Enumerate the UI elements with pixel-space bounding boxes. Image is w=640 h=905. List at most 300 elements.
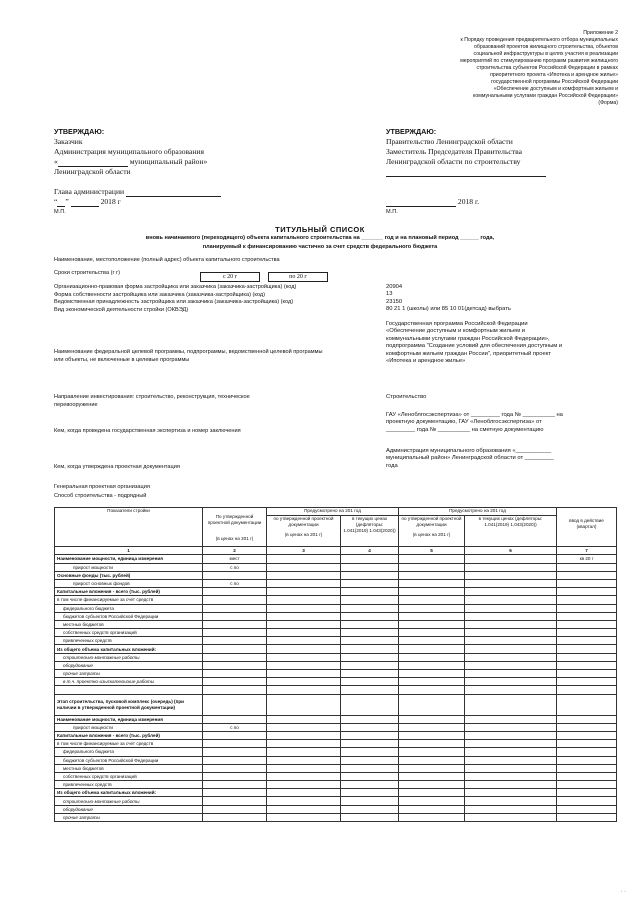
appendix-line: Приложение 2 bbox=[583, 30, 618, 36]
table-row bbox=[55, 781, 617, 789]
terms-from-box: с 20 г bbox=[200, 272, 260, 282]
table-cell[interactable] bbox=[203, 686, 267, 694]
column-number: 2 bbox=[203, 547, 267, 555]
table-cell[interactable] bbox=[203, 571, 267, 579]
table-cell[interactable] bbox=[399, 612, 465, 620]
table-cell[interactable] bbox=[203, 620, 267, 628]
table-cell[interactable] bbox=[557, 756, 617, 764]
table-cell[interactable] bbox=[557, 579, 617, 587]
direction-label: Направление инвестирования: строительство, реконструкция, техническое перевооружение bbox=[54, 394, 250, 408]
table-cell[interactable] bbox=[557, 653, 617, 661]
column-number: 4 bbox=[341, 547, 399, 555]
table-cell[interactable] bbox=[267, 588, 341, 596]
table-cell[interactable] bbox=[399, 620, 465, 628]
table-row bbox=[55, 678, 617, 686]
table-cell[interactable] bbox=[557, 629, 617, 637]
table-cell[interactable] bbox=[341, 772, 399, 780]
table-cell[interactable] bbox=[341, 571, 399, 579]
table-cell[interactable] bbox=[399, 723, 465, 731]
table-cell[interactable] bbox=[399, 571, 465, 579]
table-cell[interactable]: кв 20 г bbox=[557, 555, 617, 563]
document-title: ТИТУЛЬНЫЙ СПИСОК bbox=[275, 225, 365, 234]
indicators-table bbox=[54, 507, 617, 822]
appendix-line: образований проектов жилищного строительства, объектов bbox=[474, 44, 618, 50]
table-row bbox=[55, 588, 617, 596]
row-label: местных бюджетов bbox=[55, 620, 203, 628]
table-cell[interactable] bbox=[341, 670, 399, 678]
appendix-line: строительства субъектов Российской Федерации в рамках bbox=[476, 65, 618, 71]
table-cell[interactable] bbox=[465, 678, 557, 686]
left-approval-block bbox=[54, 127, 304, 217]
table-cell[interactable] bbox=[203, 748, 267, 756]
table-cell[interactable] bbox=[465, 797, 557, 805]
table-row bbox=[55, 764, 617, 772]
table-cell[interactable] bbox=[465, 740, 557, 748]
row-label: прочие затраты bbox=[55, 813, 203, 821]
table-cell[interactable] bbox=[557, 620, 617, 628]
column-number-row bbox=[55, 547, 617, 555]
appendix-note bbox=[348, 30, 618, 107]
table-row bbox=[55, 748, 617, 756]
table-cell[interactable] bbox=[557, 789, 617, 797]
table-cell[interactable]: мест bbox=[203, 555, 267, 563]
table-cell[interactable] bbox=[267, 764, 341, 772]
code-label: Форма собственности застройщика или заказчика (заказчика-застройщика) (код) bbox=[54, 291, 265, 298]
table-row bbox=[55, 637, 617, 645]
table-cell[interactable] bbox=[399, 645, 465, 653]
table-cell[interactable] bbox=[399, 563, 465, 571]
table-cell[interactable] bbox=[399, 596, 465, 604]
table-cell[interactable] bbox=[557, 686, 617, 694]
table-cell[interactable] bbox=[341, 781, 399, 789]
table-row bbox=[55, 563, 617, 571]
row-label: Капитальные вложения - всего (тыс. рублей) bbox=[55, 588, 203, 596]
approved-label: Кем, когда утверждена проектная документация bbox=[54, 464, 180, 470]
table-cell[interactable] bbox=[557, 604, 617, 612]
code-label: Ведомственная принадлежность застройщика или заказчика (заказчика-застройщика) (код) bbox=[54, 299, 294, 305]
table-cell[interactable] bbox=[341, 604, 399, 612]
table-cell[interactable] bbox=[557, 740, 617, 748]
table-cell[interactable] bbox=[399, 555, 465, 563]
left-approve-region: Ленинградской области bbox=[54, 167, 131, 176]
right-approve-heading: УТВЕРЖДАЮ: bbox=[386, 127, 437, 136]
table-cell[interactable] bbox=[267, 629, 341, 637]
table-row bbox=[55, 579, 617, 587]
row-label: Наименование мощности, единица измерения bbox=[55, 715, 203, 723]
table-cell[interactable] bbox=[341, 637, 399, 645]
column-number: 6 bbox=[465, 547, 557, 555]
table-cell[interactable] bbox=[557, 596, 617, 604]
table-cell[interactable] bbox=[341, 596, 399, 604]
table-cell[interactable] bbox=[465, 772, 557, 780]
table-cell[interactable] bbox=[399, 694, 465, 715]
table-cell[interactable] bbox=[203, 772, 267, 780]
table-row bbox=[55, 756, 617, 764]
table-row bbox=[55, 555, 617, 563]
table-cell[interactable] bbox=[465, 805, 557, 813]
right-approve-construction: Ленинградской области по строительству bbox=[386, 157, 521, 166]
table-cell[interactable] bbox=[399, 715, 465, 723]
table-cell[interactable] bbox=[267, 678, 341, 686]
row-label: привлеченных средств bbox=[55, 637, 203, 645]
table-cell[interactable] bbox=[399, 813, 465, 821]
table-cell[interactable] bbox=[203, 596, 267, 604]
code-value: 20904 bbox=[386, 284, 403, 290]
table-cell[interactable] bbox=[203, 694, 267, 715]
column-header: по утвержденной проектной документации (в ценах на 201 г) bbox=[399, 516, 465, 547]
table-cell[interactable] bbox=[399, 731, 465, 739]
table-cell[interactable] bbox=[267, 748, 341, 756]
table-row bbox=[55, 653, 617, 661]
table-cell[interactable] bbox=[341, 723, 399, 731]
left-approve-heading: УТВЕРЖДАЮ: bbox=[54, 127, 105, 136]
table-cell[interactable] bbox=[203, 670, 267, 678]
table-cell[interactable] bbox=[465, 756, 557, 764]
table-cell[interactable] bbox=[341, 588, 399, 596]
table-cell[interactable] bbox=[203, 764, 267, 772]
column-number: 1 bbox=[55, 547, 203, 555]
right-approve-deputy: Заместитель Председателя Правительства bbox=[386, 147, 522, 156]
table-cell[interactable] bbox=[267, 571, 341, 579]
table-cell[interactable] bbox=[465, 579, 557, 587]
table-cell[interactable] bbox=[203, 661, 267, 669]
table-cell[interactable] bbox=[203, 731, 267, 739]
table-cell[interactable] bbox=[557, 715, 617, 723]
table-cell[interactable] bbox=[399, 748, 465, 756]
table-cell[interactable] bbox=[203, 678, 267, 686]
table-cell[interactable] bbox=[267, 781, 341, 789]
row-label: строительно-монтажные работы bbox=[55, 797, 203, 805]
table-cell[interactable] bbox=[341, 715, 399, 723]
table-cell[interactable] bbox=[399, 588, 465, 596]
table-cell[interactable] bbox=[341, 813, 399, 821]
table-row bbox=[55, 604, 617, 612]
appendix-line: (Форма) bbox=[598, 100, 618, 106]
table-cell[interactable] bbox=[399, 764, 465, 772]
row-label: Из общего объема капитальных вложений: bbox=[55, 789, 203, 797]
table-cell[interactable] bbox=[267, 756, 341, 764]
table-cell[interactable] bbox=[557, 612, 617, 620]
table-cell[interactable] bbox=[399, 781, 465, 789]
table-cell[interactable] bbox=[557, 813, 617, 821]
table-cell[interactable] bbox=[341, 764, 399, 772]
left-approve-admin: Администрация муниципального образования bbox=[54, 147, 204, 156]
table-cell[interactable] bbox=[267, 555, 341, 563]
table-cell[interactable] bbox=[557, 748, 617, 756]
table-cell[interactable] bbox=[399, 686, 465, 694]
table-cell[interactable] bbox=[465, 731, 557, 739]
table-cell[interactable] bbox=[399, 579, 465, 587]
right-approve-date: 2018 г. bbox=[386, 197, 616, 207]
table-cell[interactable] bbox=[557, 805, 617, 813]
row-label: Наименование мощности, единица измерения bbox=[55, 555, 203, 563]
table-cell[interactable] bbox=[399, 797, 465, 805]
table-cell[interactable] bbox=[557, 563, 617, 571]
table-cell[interactable] bbox=[267, 740, 341, 748]
table-cell[interactable] bbox=[399, 678, 465, 686]
construction-method-label: Способ строительства - подрядный bbox=[54, 493, 147, 499]
table-cell[interactable] bbox=[465, 670, 557, 678]
code-label: Вид экономической деятельности стройки (ОКВЭД) bbox=[54, 306, 189, 313]
table-cell[interactable] bbox=[465, 588, 557, 596]
table-row bbox=[55, 740, 617, 748]
table-cell[interactable] bbox=[267, 596, 341, 604]
table-row bbox=[55, 772, 617, 780]
table-cell[interactable] bbox=[267, 661, 341, 669]
table-cell[interactable] bbox=[341, 686, 399, 694]
appendix-line: государственной программы Российской Федерации bbox=[491, 79, 618, 85]
table-row bbox=[55, 596, 617, 604]
table-cell[interactable] bbox=[465, 571, 557, 579]
program-label: Наименование федеральной целевой программы, подпрограммы, ведомственной целевой программы или объекты, не включенные в целевые программы bbox=[54, 349, 323, 363]
table-cell[interactable] bbox=[399, 661, 465, 669]
table-row bbox=[55, 731, 617, 739]
table-cell[interactable] bbox=[203, 653, 267, 661]
table-cell[interactable] bbox=[465, 629, 557, 637]
table-cell[interactable] bbox=[203, 612, 267, 620]
table-row bbox=[55, 813, 617, 821]
table-row bbox=[55, 670, 617, 678]
column-number: 7 bbox=[557, 547, 617, 555]
code-value: 23150 bbox=[386, 298, 403, 305]
table-cell[interactable] bbox=[465, 555, 557, 563]
table-cell[interactable] bbox=[557, 694, 617, 715]
table-row bbox=[55, 645, 617, 653]
table-header-row bbox=[55, 508, 617, 516]
row-label: прирост мощности bbox=[55, 563, 203, 571]
table-cell[interactable] bbox=[267, 813, 341, 821]
right-approve-stamp: М.П. bbox=[386, 209, 398, 215]
right-approve-signature-line bbox=[386, 167, 616, 177]
table-cell[interactable] bbox=[465, 612, 557, 620]
row-label: в т.ч. проектно-изыскательские работы bbox=[55, 678, 203, 686]
table-cell[interactable] bbox=[465, 813, 557, 821]
document-subtitle-1: вновь начинаемого (переходящего) объекта капитального строительства на _______ год и на плановый период ______ года, bbox=[145, 235, 495, 241]
table-row bbox=[55, 571, 617, 579]
table-cell[interactable] bbox=[267, 612, 341, 620]
object-name-label: Наименование, местоположение (полный адрес) объекта капитального строительства bbox=[54, 257, 280, 263]
left-approve-date: “ ” 2018 г bbox=[54, 197, 121, 206]
direction-value: Строительство bbox=[386, 394, 427, 400]
table-cell[interactable] bbox=[557, 661, 617, 669]
table-cell[interactable] bbox=[557, 723, 617, 731]
table-cell[interactable] bbox=[203, 604, 267, 612]
table-body bbox=[55, 555, 617, 822]
table-cell[interactable] bbox=[465, 686, 557, 694]
table-cell[interactable] bbox=[267, 731, 341, 739]
table-cell[interactable] bbox=[557, 637, 617, 645]
table-cell[interactable] bbox=[203, 637, 267, 645]
table-cell[interactable] bbox=[341, 629, 399, 637]
left-approve-head-of-admin: Глава администрации bbox=[54, 187, 304, 197]
table-cell[interactable] bbox=[203, 781, 267, 789]
table-cell[interactable] bbox=[557, 678, 617, 686]
table-cell[interactable] bbox=[341, 789, 399, 797]
table-cell[interactable] bbox=[465, 723, 557, 731]
table-cell[interactable] bbox=[341, 661, 399, 669]
table-cell[interactable] bbox=[267, 579, 341, 587]
row-label: федерального бюджета bbox=[55, 748, 203, 756]
table-cell[interactable] bbox=[203, 797, 267, 805]
column-header: ввод в действие (квартал) bbox=[557, 508, 617, 547]
column-header: по утвержденной проектной документации (в ценах на 201 г) bbox=[267, 516, 341, 547]
table-cell[interactable] bbox=[267, 686, 341, 694]
table-cell[interactable] bbox=[399, 805, 465, 813]
table-cell[interactable] bbox=[399, 629, 465, 637]
table-cell[interactable] bbox=[267, 604, 341, 612]
table-cell[interactable]: с по bbox=[203, 579, 267, 587]
table-cell[interactable] bbox=[465, 604, 557, 612]
table-cell[interactable] bbox=[557, 731, 617, 739]
table-cell[interactable] bbox=[465, 596, 557, 604]
table-cell[interactable] bbox=[341, 740, 399, 748]
table-cell[interactable] bbox=[203, 715, 267, 723]
table-cell[interactable] bbox=[203, 740, 267, 748]
left-approve-customer: Заказчик bbox=[54, 137, 83, 146]
row-label: местных бюджетов bbox=[55, 764, 203, 772]
table-row bbox=[55, 789, 617, 797]
table-cell[interactable] bbox=[465, 764, 557, 772]
table-cell[interactable] bbox=[341, 579, 399, 587]
row-label: бюджетов субъектов Российской Федерации bbox=[55, 756, 203, 764]
appendix-line: приоритетного проекта «Ипотека и арендное жилье» bbox=[490, 72, 618, 78]
column-header: в текущих ценах (дефляторы: 1.041(2019) 1.043(2020)) bbox=[341, 516, 399, 547]
table-cell[interactable] bbox=[267, 694, 341, 715]
table-cell[interactable] bbox=[203, 813, 267, 821]
table-cell[interactable] bbox=[465, 645, 557, 653]
table-cell[interactable] bbox=[203, 588, 267, 596]
right-approve-government: Правительство Ленинградской области bbox=[386, 137, 513, 146]
codes-values bbox=[386, 284, 616, 314]
row-label: бюджетов субъектов Российской Федерации bbox=[55, 612, 203, 620]
table-row bbox=[55, 797, 617, 805]
table-cell[interactable] bbox=[465, 653, 557, 661]
table-cell[interactable] bbox=[267, 772, 341, 780]
table-cell[interactable] bbox=[557, 588, 617, 596]
row-label: привлеченных средств bbox=[55, 781, 203, 789]
table-cell[interactable] bbox=[465, 781, 557, 789]
row-label: в том числе финансируемые за счет средств bbox=[55, 596, 203, 604]
table-cell[interactable] bbox=[465, 715, 557, 723]
row-label: Основные фонды (тыс. рублей) bbox=[55, 571, 203, 579]
table-cell[interactable] bbox=[267, 715, 341, 723]
column-group-header: Предусмотрено на 201 год bbox=[267, 508, 399, 516]
appendix-line: социальной инфраструктуры в целях участия в реализации bbox=[473, 51, 618, 57]
table-cell[interactable] bbox=[267, 563, 341, 571]
table-cell[interactable] bbox=[399, 653, 465, 661]
terms-label: Сроки строительства (г г) bbox=[54, 270, 120, 276]
appendix-line: коммунальными услугами граждан Российской Федерации» bbox=[473, 93, 618, 99]
table-cell[interactable] bbox=[399, 637, 465, 645]
row-label: Этап строительства, пусковой комплекс (очередь) (при наличии в утвержденной проектной документации) bbox=[55, 694, 203, 715]
approved-value: Администрация муниципального образования «___________ муниципальный район» Ленинградской области от _________ года bbox=[386, 448, 554, 469]
terms-to-box: по 20 г bbox=[268, 272, 328, 282]
row-label: строительно-монтажные работы bbox=[55, 653, 203, 661]
code-label: Организационно-правовая форма застройщика или заказчика (заказчика-застройщика) (код) bbox=[54, 284, 297, 290]
table-cell[interactable] bbox=[399, 772, 465, 780]
table-cell[interactable] bbox=[341, 555, 399, 563]
table-cell[interactable] bbox=[267, 670, 341, 678]
table-cell[interactable] bbox=[341, 805, 399, 813]
table-cell[interactable]: с по bbox=[203, 563, 267, 571]
expertise-value: ГАУ «Леноблгосэкспертиза» от _________ года № __________ на проектную документацию, ГАУ «Леноблгосэкспертиза» от _________ года № __________ на сметную документацию bbox=[386, 412, 563, 433]
table-cell[interactable] bbox=[203, 756, 267, 764]
table-cell[interactable] bbox=[399, 670, 465, 678]
row-label: прирост основных фондов bbox=[55, 579, 203, 587]
table-cell[interactable] bbox=[465, 694, 557, 715]
table-cell[interactable] bbox=[465, 789, 557, 797]
table-cell[interactable] bbox=[267, 805, 341, 813]
table-cell[interactable] bbox=[465, 748, 557, 756]
table-cell[interactable] bbox=[399, 740, 465, 748]
row-label: Из общего объема капитальных вложений: bbox=[55, 645, 203, 653]
table-cell[interactable] bbox=[341, 653, 399, 661]
table-cell[interactable] bbox=[267, 789, 341, 797]
table-cell[interactable] bbox=[399, 756, 465, 764]
table-cell[interactable] bbox=[557, 781, 617, 789]
table-cell[interactable] bbox=[341, 612, 399, 620]
table-cell[interactable]: с по bbox=[203, 723, 267, 731]
codes-labels bbox=[54, 284, 384, 314]
table-cell[interactable] bbox=[341, 797, 399, 805]
table-cell[interactable] bbox=[267, 637, 341, 645]
table-cell[interactable] bbox=[465, 620, 557, 628]
table-cell[interactable] bbox=[557, 670, 617, 678]
table-cell[interactable] bbox=[341, 620, 399, 628]
table-cell[interactable] bbox=[557, 764, 617, 772]
table-cell[interactable] bbox=[203, 629, 267, 637]
code-value: 80 21 1 (школы) или 85 10 01(детсад) выбрать bbox=[386, 306, 511, 313]
table-cell[interactable] bbox=[341, 731, 399, 739]
table-cell[interactable] bbox=[399, 789, 465, 797]
table-cell[interactable] bbox=[465, 661, 557, 669]
table-cell[interactable] bbox=[465, 637, 557, 645]
table-cell[interactable] bbox=[341, 756, 399, 764]
table-cell[interactable] bbox=[557, 645, 617, 653]
table-cell[interactable] bbox=[399, 604, 465, 612]
table-cell[interactable] bbox=[341, 678, 399, 686]
table-cell[interactable] bbox=[267, 645, 341, 653]
left-approve-district: « муниципальный район» bbox=[54, 157, 208, 166]
appendix-line: мероприятий по стимулированию программ развития жилищного bbox=[460, 58, 618, 64]
table-cell[interactable] bbox=[341, 694, 399, 715]
table-cell[interactable] bbox=[267, 797, 341, 805]
table-row bbox=[55, 612, 617, 620]
table-row bbox=[55, 805, 617, 813]
table-cell[interactable] bbox=[267, 723, 341, 731]
table-cell[interactable] bbox=[465, 563, 557, 571]
row-label: в том числе финансируемые за счет средств bbox=[55, 740, 203, 748]
table-row bbox=[55, 694, 617, 715]
table-cell[interactable] bbox=[267, 620, 341, 628]
appendix-line: «Обеспечение доступным и комфортным жильем и bbox=[493, 86, 618, 92]
table-row bbox=[55, 661, 617, 669]
table-cell[interactable] bbox=[203, 789, 267, 797]
row-label bbox=[55, 686, 203, 694]
table-cell[interactable] bbox=[203, 645, 267, 653]
table-cell[interactable] bbox=[557, 571, 617, 579]
table-cell[interactable] bbox=[557, 797, 617, 805]
table-cell[interactable] bbox=[341, 563, 399, 571]
expertise-label: Кем, когда проведена государственная экспертиза и номер заключения bbox=[54, 428, 241, 434]
table-cell[interactable] bbox=[557, 772, 617, 780]
table-cell[interactable] bbox=[341, 748, 399, 756]
table-cell[interactable] bbox=[203, 805, 267, 813]
table-row bbox=[55, 620, 617, 628]
table-cell[interactable] bbox=[341, 645, 399, 653]
row-label: собственных средств организаций bbox=[55, 772, 203, 780]
table-cell[interactable] bbox=[267, 653, 341, 661]
